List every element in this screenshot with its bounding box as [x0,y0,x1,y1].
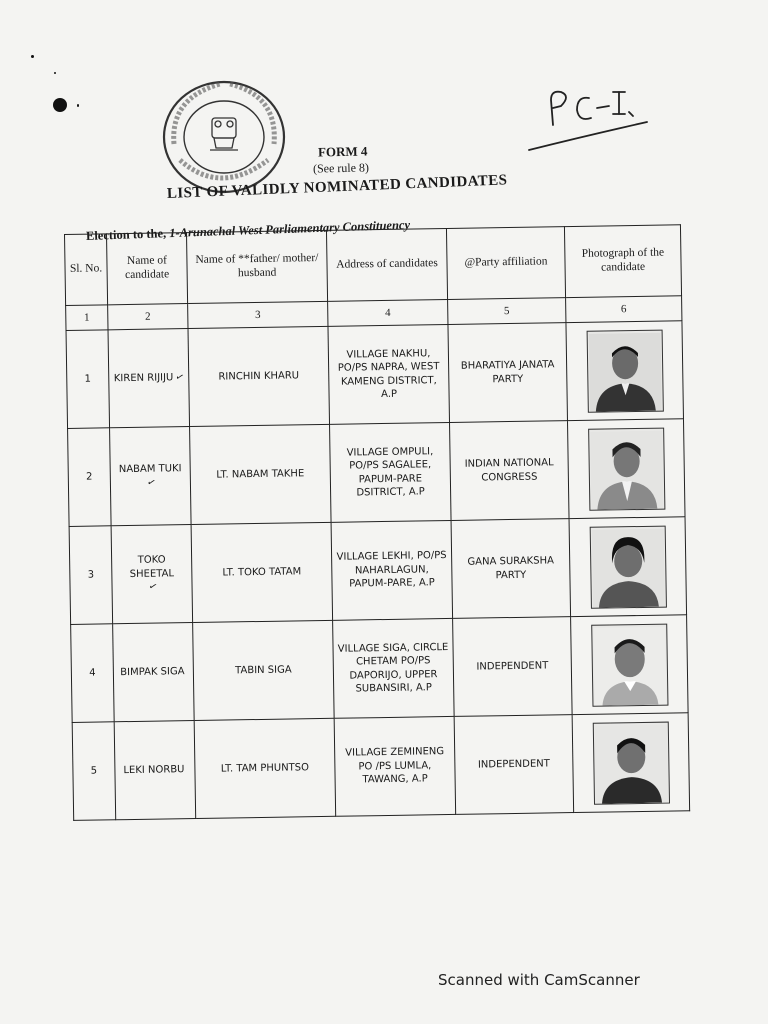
candidate-name: NABAM TUKI [118,463,182,476]
list-title: LIST OF VALIDLY NOMINATED CANDIDATES [166,172,508,202]
candidate-address: VILLAGE NAKHU, PO/PS NAPRA, WEST KAMENG DISTRICT, A.P [328,324,450,424]
candidate-name: TOKO SHEETAL [129,554,175,580]
candidate-address: VILLAGE ZEMINENG PO /PS LUMLA, TAWANG, A.P [334,716,456,816]
punch-hole-dot [53,98,67,112]
table-header-row [65,225,682,306]
relation-name: TABIN SIGA [193,620,335,720]
photo-cell [566,321,684,421]
column-number: 3 [188,301,328,328]
candidates-table [64,224,690,821]
column-header: Name of **father/ mother/ husband [186,230,327,303]
party-affiliation: INDEPENDENT [453,617,573,717]
check-mark: ✓ [145,476,158,490]
handwritten-mark [525,70,655,160]
candidate-name: BIMPAK SIGA [120,665,185,678]
relation-name: RINCHIN KHARU [188,326,330,426]
candidate-photo [592,721,669,804]
form-title: FORM 4 [317,143,368,160]
check-mark: ✓ [173,370,186,385]
candidate-name-cell [110,427,192,526]
column-number: 5 [448,298,566,325]
candidate-name-cell [113,623,195,722]
candidate-photo [591,623,668,706]
candidate-name-cell [114,721,196,820]
person-portrait-icon [588,332,661,411]
column-header: Sl. No. [65,234,108,306]
party-affiliation: INDIAN NATIONAL CONGRESS [450,421,570,521]
seal-stamp-icon [160,78,288,196]
table-row [69,517,686,625]
table-row [68,419,685,527]
serial-number: 2 [68,428,112,527]
column-number: 6 [566,296,682,323]
candidate-address: VILLAGE OMPULI, PO/PS SAGALEE, PAPUM-PARE DSITRICT, A.P [330,422,452,522]
serial-number: 5 [72,722,116,821]
person-portrait-icon [594,724,667,803]
person-portrait-icon [591,528,664,607]
table-row [72,713,689,821]
person-portrait-icon [590,430,663,509]
table-row [71,615,688,723]
column-number: 1 [66,305,108,331]
form-subtitle: (See rule 8) [312,160,370,176]
speck-dot [31,55,34,58]
column-header: @Party affiliation [446,227,565,300]
party-affiliation: GANA SURAKSHA PARTY [451,519,571,619]
candidates-table-wrapper [64,224,690,821]
serial-number: 1 [66,330,110,429]
column-header: Photograph of the candidate [564,225,681,298]
party-affiliation: BHARATIYA JANATA PARTY [448,323,568,423]
election-prefix: Election to the, [85,226,167,243]
photo-cell [572,713,690,813]
column-header: Address of candidates [326,228,447,301]
column-header: Name of candidate [107,233,188,305]
speck-dot [77,104,79,107]
candidate-name-cell [111,525,193,624]
serial-number: 3 [69,526,113,625]
candidate-address: VILLAGE LEKHI, PO/PS NAHARLAGUN, PAPUM-PARE, A.P [331,520,453,620]
candidate-name: LEKI NORBU [123,763,185,776]
column-number: 4 [328,299,448,326]
serial-number: 4 [71,624,115,723]
returning-officer-seal [160,78,288,196]
candidate-photo [586,329,663,412]
handwritten-pc-mark-icon [525,70,655,160]
speck-dot [54,72,56,74]
candidate-name: KIREN RIJIJU [113,372,174,384]
relation-name: LT. TAM PHUNTSO [194,718,336,818]
photo-cell [571,615,689,715]
relation-name: LT. TOKO TATAM [191,522,333,622]
candidate-address: VILLAGE SIGA, CIRCLE CHETAM PO/PS DAPORIJO, UPPER SUBANSIRI, A.P [333,618,455,718]
check-mark: ✓ [147,580,159,594]
photo-cell [569,517,687,617]
candidate-photo [589,525,666,608]
party-affiliation: INDEPENDENT [454,715,574,815]
relation-name: LT. NABAM TAKHE [190,424,332,524]
column-number: 2 [108,304,188,330]
candidate-photo [588,427,665,510]
constituency-name: 1-Arunachal West Parliamentary Constituency [169,217,411,241]
person-portrait-icon [593,626,666,705]
table-row [66,321,683,429]
photo-cell [567,419,685,519]
candidate-name-cell [108,329,190,428]
camscanner-watermark: Scanned with CamScanner [438,971,640,989]
